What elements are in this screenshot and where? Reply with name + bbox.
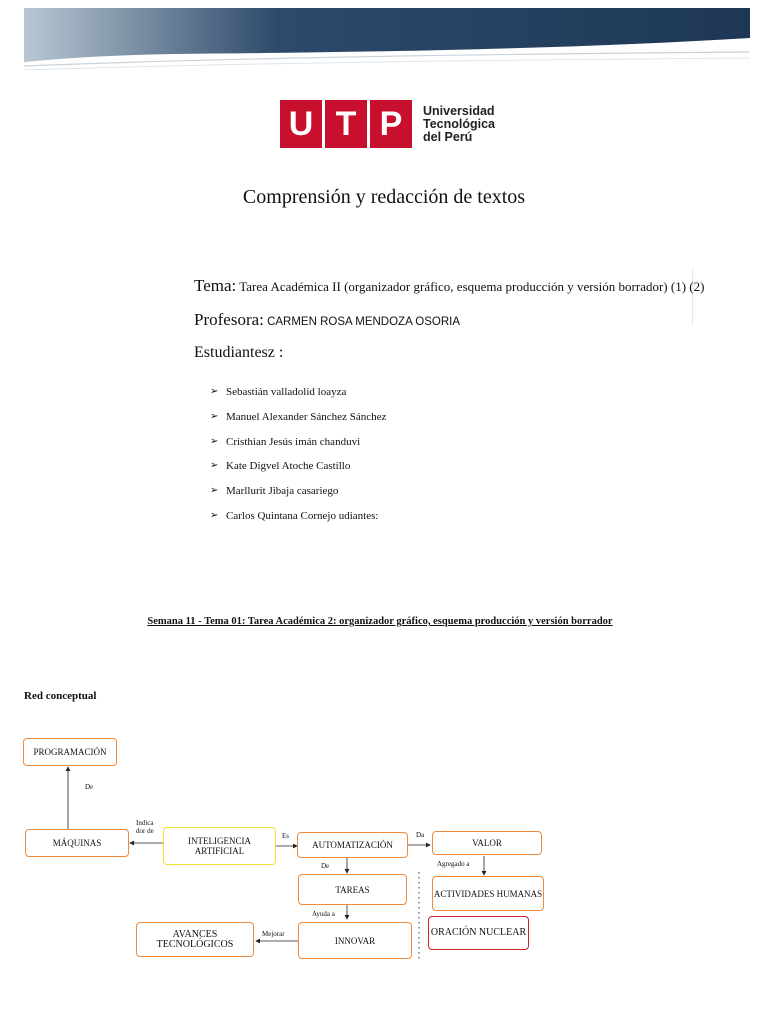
node-tareas: TAREAS: [298, 874, 407, 905]
label-ayuda: Ayuda a: [312, 910, 335, 918]
node-maquinas: MÁQUINAS: [25, 829, 129, 857]
profesora-label: Profesora:: [194, 310, 264, 329]
logo-letter-p: P: [370, 100, 412, 148]
logo-letter-u: U: [280, 100, 322, 148]
section-title: Semana 11 - Tema 01: Tarea Académica 2: organizador gráfico, esquema producción y versión borrador: [147, 616, 613, 627]
arrow-bullet-icon: ➢: [210, 435, 219, 447]
list-item: ➢ Cristhian Jesús imán chanduvi: [210, 435, 361, 448]
node-actividades-humanas: ACTIVIDADES HUMANAS: [432, 876, 544, 911]
red-conceptual-title: Red conceptual: [24, 690, 97, 702]
node-automatizacion: AUTOMATIZACIÓN: [297, 832, 408, 858]
arrow-bullet-icon: ➢: [210, 386, 219, 397]
arrow-bullet-icon: ➢: [210, 460, 219, 472]
arrow-bullet-icon: ➢: [210, 509, 219, 521]
tema-label: Tema:: [194, 276, 237, 295]
estudiantes-label: Estudiantesz :: [194, 344, 284, 361]
node-programacion: PROGRAMACIÓN: [23, 738, 117, 766]
label-agregado: Agregado a: [437, 860, 470, 868]
label-es: Es: [282, 832, 289, 840]
label-de: De: [85, 783, 94, 791]
label-indicador: Indica dor de: [136, 819, 154, 835]
node-innovar: INNOVAR: [298, 922, 412, 959]
profesora-value: CARMEN ROSA MENDOZA OSORIA: [263, 316, 461, 328]
node-oracion-nuclear: ORACIÓN NUCLEAR: [428, 916, 529, 950]
node-inteligencia-artificial: INTELIGENCIA ARTIFICIAL: [163, 827, 276, 865]
arrow-bullet-icon: ➢: [210, 410, 219, 422]
logo-letter-t: T: [325, 100, 367, 148]
arrow-bullet-icon: ➢: [210, 485, 219, 497]
label-mejorar: Mejorar: [262, 930, 285, 938]
label-da: Da: [416, 831, 425, 839]
document-title: Comprensión y redacción de textos: [242, 186, 526, 208]
list-item: ➢ Kate Digvel Atoche Castillo: [210, 460, 351, 473]
list-item: ➢ Sebastián valladolid loayza: [210, 386, 347, 398]
list-item: ➢ Marllurit Jibaja casariego: [210, 485, 339, 498]
logo-text: Universidad Tecnológica del Perú: [423, 103, 496, 144]
label-de-tareas: De: [321, 862, 330, 870]
node-avances-tecnologicos: AVANCES TECNOLÓGICOS: [136, 922, 254, 957]
tema-value: Tarea Académica II (organizador gráfico, esquema producción y versión borrador) (1) (2): [236, 279, 705, 294]
list-item: ➢ Manuel Alexander Sánchez Sánchez: [210, 410, 387, 423]
list-item: ➢ Carlos Quintana Cornejo udiantes:: [210, 509, 379, 522]
node-valor: VALOR: [432, 831, 542, 855]
